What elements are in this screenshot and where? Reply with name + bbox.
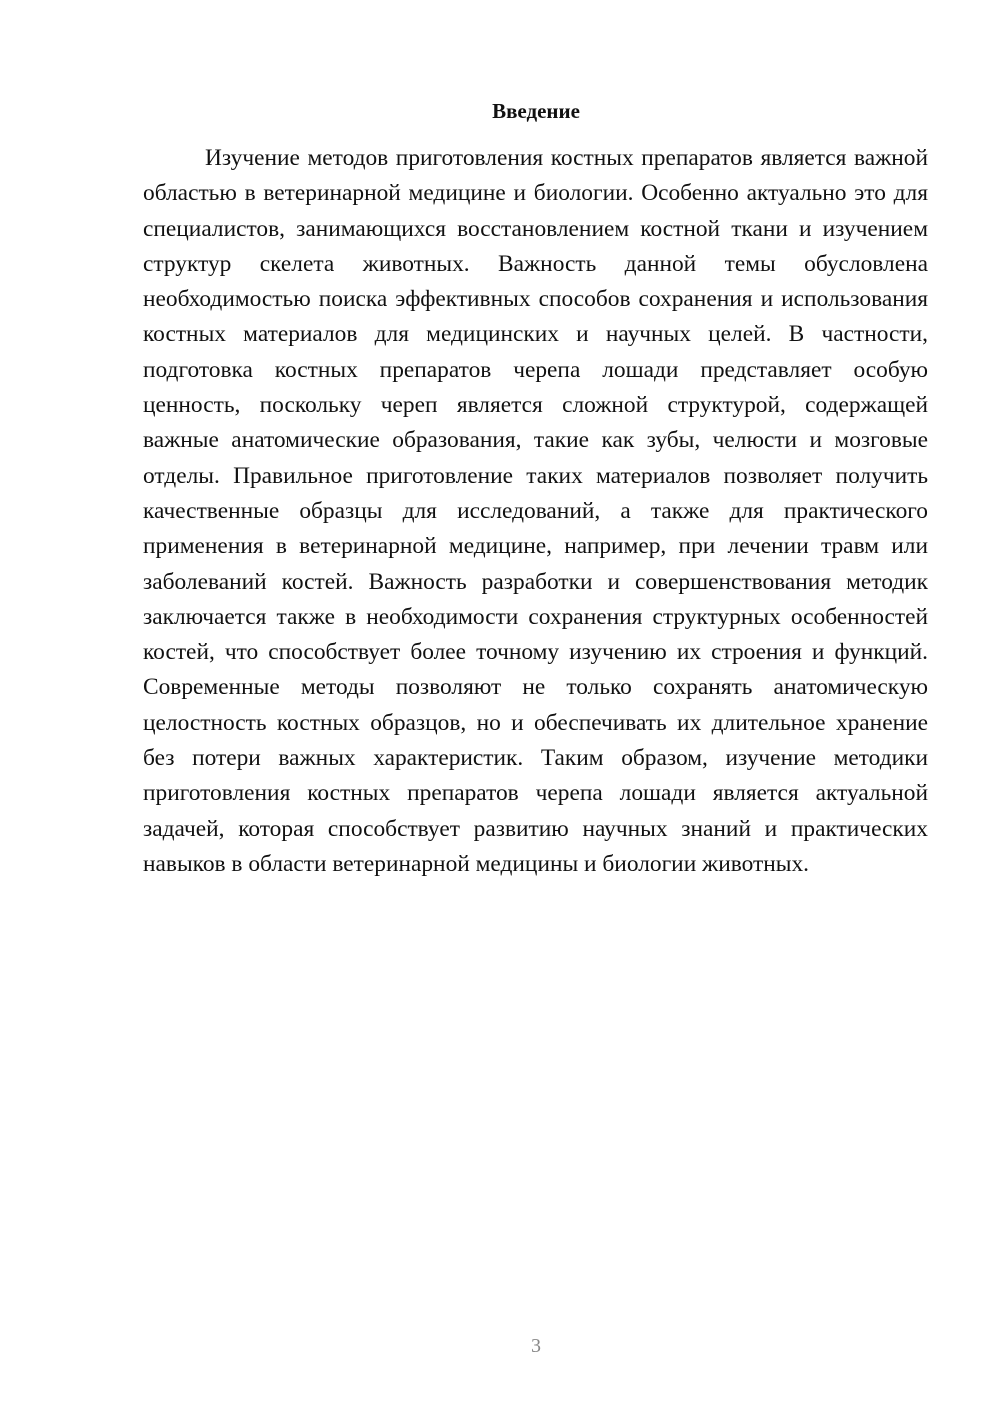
- section-heading: Введение: [492, 99, 580, 123]
- introduction-paragraph: Изучение методов приготовления костных препаратов является важной областью в ветеринарной медицине и биологии. Особенно актуально это для специалистов, занимающихся восстановлением костной ткани и изучением структур скелета животных. Важность данной темы обусловлена необходимостью поиска эффективных способов сохранения и использования костных материалов для медицинских и научных целей. В частности, подготовка костных препаратов черепа лошади представляет особую ценность, поскольку череп является сложной структурой, содержащей важные анатомические образования, такие как зубы, челюсти и мозговые отделы. Правильное приготовление таких материалов позволяет получить качественные образцы для исследований, а также для практического применения в ветеринарной медицине, например, при лечении травм или заболеваний костей. Важность разработки и совершенствования методик заключается также в необходимости сохранения структурных особенностей костей, что способствует более точному изучению их строения и функций. Современные методы позволяют не только сохранять анатомическую целостность костных образцов, но и обеспечивать их длительное хранение без потери важных характеристик. Таким образом, изучение методики приготовления костных препаратов черепа лошади является актуальной задачей, которая способствует развитию научных знаний и практических навыков в области ветеринарной медицины и биологии животных.: [143, 145, 928, 877]
- page-number: 3: [531, 1335, 541, 1357]
